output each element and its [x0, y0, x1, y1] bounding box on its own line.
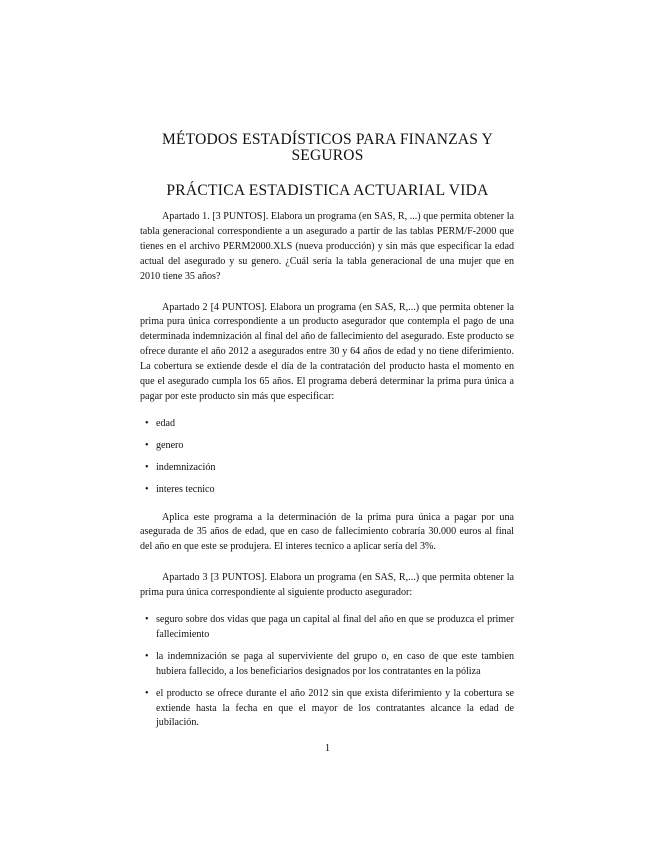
list-item-text: interes tecnico — [156, 483, 215, 495]
bullet-icon: • — [145, 461, 149, 473]
bullet-icon: • — [145, 614, 149, 626]
apartado-1-paragraph: Apartado 1. [3 PUNTOS]. Elabora un programa (en SAS, R, ...) que permita obtener la tabla generacional correspondiente a un asegurado a partir de las tablas PERM/F-2000 que tienes en el archivo PERM2000.XLS (nueva producción) y sin más que especificar la edad actual del asegurado y su genero. ¿Cuál sería la tabla generacional de una mujer que en 2010 tiene 35 años? — [140, 211, 514, 282]
list-item-text: indemnización — [156, 461, 216, 473]
list-item-text: la indemnización se paga al superviviente del grupo o, en caso de que este tambien hubiera fallecido, a los beneficiarios designados por los contratantes en la póliza — [156, 650, 514, 677]
list-item — [140, 461, 514, 476]
list-item — [140, 613, 514, 643]
document-body — [140, 210, 514, 738]
bullet-icon: • — [145, 483, 149, 495]
list-item — [140, 687, 514, 732]
list-item-text: el producto se ofrece durante el año 2012 sin que exista diferimiento y la cobertura se extiende hasta la fecha en que el mayor de los contratantes alcance la edad de jubilación. — [156, 687, 514, 729]
title-block — [140, 132, 515, 200]
list-item — [140, 417, 514, 432]
apartado-2-parameter-list — [140, 417, 514, 498]
list-item-text: seguro sobre dos vidas que paga un capital al final del año en que se produzca el primer fallecimiento — [156, 614, 514, 640]
section-spacer — [140, 405, 514, 417]
title-line-1: MÉTODOS ESTADÍSTICOS PARA FINANZAS Y — [162, 131, 493, 148]
apartado-3-condition-list — [140, 613, 514, 731]
page-number: 1 — [324, 743, 331, 754]
list-item-text: genero — [156, 439, 184, 451]
section-spacer — [140, 555, 514, 571]
bullet-icon: • — [145, 417, 149, 429]
list-item — [140, 483, 514, 498]
list-item-text: edad — [156, 417, 176, 429]
section-spacer — [140, 601, 514, 613]
list-item — [140, 439, 514, 454]
list-item — [140, 650, 514, 680]
apartado-3-paragraph: Apartado 3 [3 PUNTOS]. Elabora un programa (en SAS, R,...) que permita obtener la prima pura única correspondiente al siguiente producto asegurador: — [140, 572, 514, 599]
bullet-icon: • — [145, 650, 149, 662]
section-spacer — [140, 285, 514, 301]
apartado-2-application-paragraph: Aplica este programa a la determinación de la prima pura única a pagar por una asegurada de 35 años de edad, que en caso de fallecimiento cobraría 30.000 euros al final del año en que este se produjera. El interes tecnico a aplicar sería del 3%. — [140, 511, 514, 553]
title-line-2: SEGUROS — [291, 147, 364, 164]
bullet-icon: • — [145, 687, 149, 699]
apartado-2-paragraph: Apartado 2 [4 PUNTOS]. Elabora un programa (en SAS, R,...) que permita obtener la prima pura única correspondiente a un producto asegurador que contempla el pago de una determinada indemnización al final del año de fallecimiento del asegurado. Este producto se ofrece durante el año 2012 a asegurados entre 30 y 64 años de edad y no tiene diferimiento. La cobertura se extiende desde el día de la contratación del producto hasta el momento en que el asegurado cumpla los 65 años. El programa deberá determinar la prima pura única a pagar por este producto sin más que especificar: — [140, 301, 514, 402]
subtitle: PRÁCTICA ESTADISTICA ACTUARIAL VIDA — [166, 182, 489, 199]
bullet-icon: • — [145, 439, 149, 451]
